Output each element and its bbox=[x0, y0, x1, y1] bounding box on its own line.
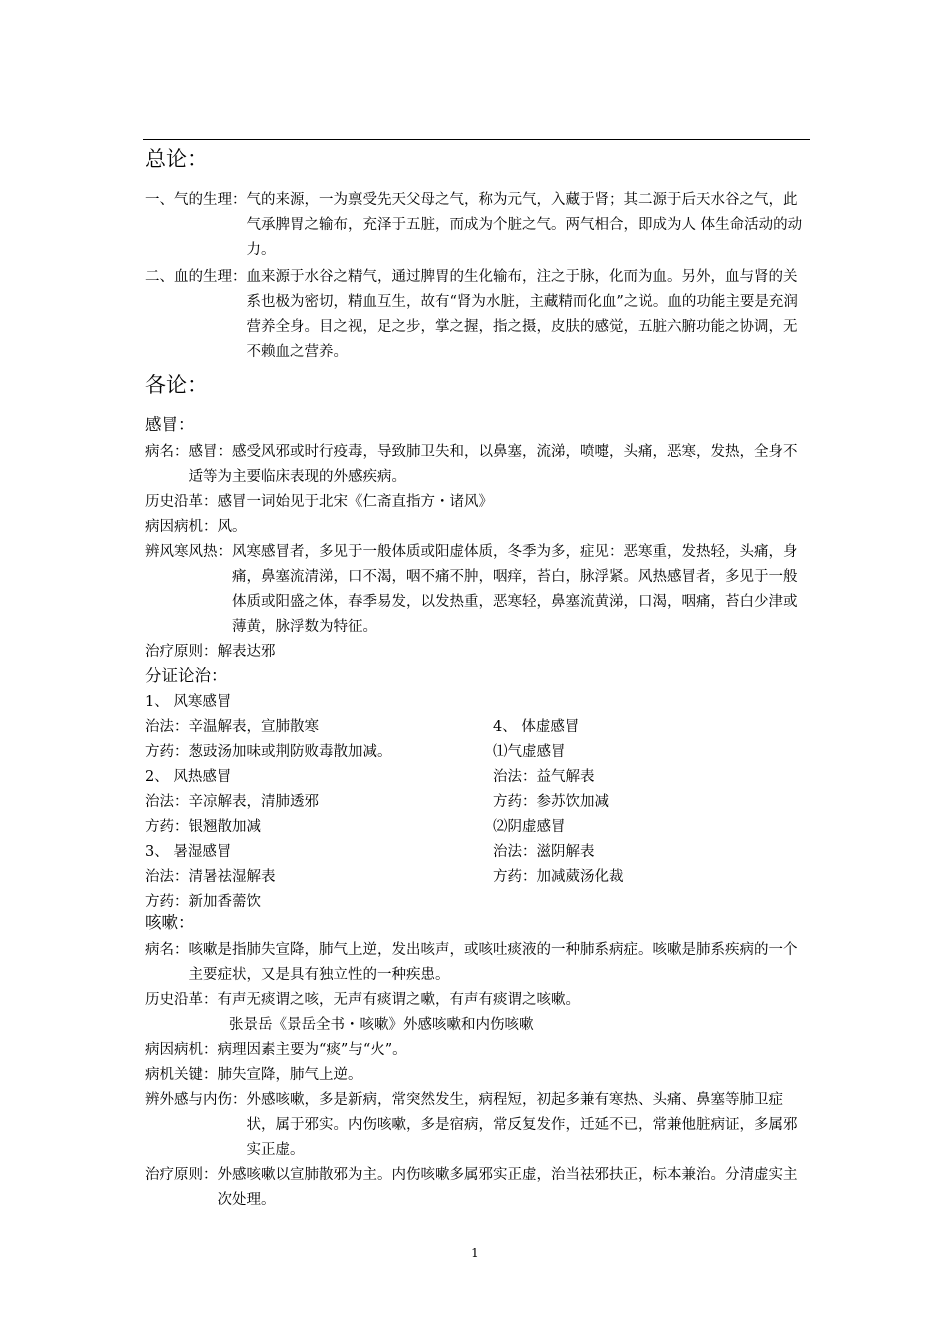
cold-differ-label: 辨风寒风热： bbox=[145, 544, 232, 560]
cough-history: 历史沿革：有声无痰谓之咳，无声有痰谓之嗽，有声有痰谓之咳嗽。 bbox=[145, 992, 580, 1008]
cough-name-label: 病名： bbox=[145, 942, 189, 958]
cough-cause: 病因病机：病理因素主要为“痰”与“火”。 bbox=[145, 1042, 407, 1058]
cough-name-paragraph bbox=[145, 938, 810, 988]
qi-physiology-text: 气的来源，一为禀受先天父母之气，称为元气，入藏于肾；其二源于后天水谷之气，此气承脾胃之输布，充泽于五脏，而成为个脏之气。两气相合，即成为人 体生命活动的动力。 bbox=[246, 192, 803, 258]
qi-physiology-label: 一、气的生理： bbox=[145, 192, 247, 208]
cough-principle-paragraph bbox=[145, 1163, 810, 1213]
cough-differ-label: 辨外感与内伤： bbox=[145, 1092, 247, 1108]
cough-principle-label: 治疗原则： bbox=[145, 1167, 218, 1183]
cold-name-label: 病名： bbox=[145, 444, 189, 460]
page-number: 1 bbox=[471, 1246, 479, 1260]
cold-principle: 治疗原则：解表达邪 bbox=[145, 644, 276, 660]
cold-differ-paragraph bbox=[145, 540, 810, 640]
right-col-line: 治法：滋阴解表 bbox=[493, 844, 595, 860]
left-col-line: 治法：辛凉解表，清肺透邪 bbox=[145, 794, 319, 810]
cold-name-text: 感冒：感受风邪或时行疫毒，导致肺卫失和，以鼻塞，流涕，喷嚏，头痛，恶寒，发热，全身不适等为主要临床表现的外感疾病。 bbox=[188, 444, 798, 485]
cold-syndrome-heading: 分证论治： bbox=[145, 666, 228, 685]
cough-differ-paragraph bbox=[145, 1088, 810, 1163]
qi-physiology-paragraph bbox=[145, 188, 810, 263]
cough-name-text: 咳嗽是指肺失宣降，肺气上逆，发出咳声，或咳吐痰液的一种肺系病症。咳嗽是肺系疾病的一个主要症状，又是具有独立性的一种疾患。 bbox=[188, 942, 798, 983]
right-col-line: 方药：参苏饮加减 bbox=[493, 794, 609, 810]
blood-physiology-paragraph bbox=[145, 265, 810, 365]
blood-physiology-text: 血来源于水谷之精气，通过脾胃的生化输布，注之于脉，化而为血。另外，血与肾的关系也极为密切，精血互生，故有“肾为水脏，主藏精而化血”之说。血的功能主要是充润营养全身。目之视，足之步，掌之握，指之摄，皮肤的感觉，五脏六腑功能之协调，无不赖血之营养。 bbox=[246, 269, 798, 360]
cold-history: 历史沿革：感冒一词始见于北宋《仁斋直指方・诸风》 bbox=[145, 494, 493, 510]
right-col-line: ⑴气虚感冒 bbox=[493, 744, 566, 760]
cold-name-paragraph bbox=[145, 440, 810, 490]
left-col-line: 方药：银翘散加减 bbox=[145, 819, 261, 835]
left-col-line: 1、 风寒感冒 bbox=[145, 694, 232, 710]
cold-cause: 病因病机：风。 bbox=[145, 519, 247, 535]
cough-differ-text: 外感咳嗽，多是新病，常突然发生，病程短，初起多兼有寒热、头痛、鼻塞等肺卫症状，属于邪实。内伤咳嗽，多是宿病，常反复发作，迁延不已，常兼他脏病证，多属邪实正虚。 bbox=[246, 1092, 798, 1158]
right-col-line: 方药：加减葳汤化裁 bbox=[493, 869, 624, 885]
header-rule bbox=[143, 139, 810, 140]
right-col-line: ⑵阴虚感冒 bbox=[493, 819, 566, 835]
left-col-line: 治法：辛温解表，宣肺散寒 bbox=[145, 719, 319, 735]
cough-heading: 咳嗽： bbox=[145, 913, 195, 932]
specific-heading: 各论： bbox=[145, 373, 208, 397]
left-col-line: 方药：新加香薷饮 bbox=[145, 894, 261, 910]
cough-principle-text: 外感咳嗽以宣肺散邪为主。内伤咳嗽多属邪实正虚，治当祛邪扶正，标本兼治。分清虚实主次处理。 bbox=[217, 1167, 798, 1208]
left-col-line: 治法：清暑祛湿解表 bbox=[145, 869, 276, 885]
cough-key: 病机关键：肺失宣降，肺气上逆。 bbox=[145, 1067, 363, 1083]
right-col-line: 4、 体虚感冒 bbox=[493, 719, 580, 735]
general-heading: 总论： bbox=[145, 147, 208, 171]
cold-heading: 感冒： bbox=[145, 415, 195, 434]
left-col-line: 方药：葱豉汤加味或荆防败毒散加减。 bbox=[145, 744, 392, 760]
cold-differ-text: 风寒感冒者，多见于一般体质或阳虚体质，冬季为多，症见：恶寒重，发热轻，头痛，身痛，鼻塞流清涕，口不渴，咽不痛不肿，咽痒，苔白，脉浮紧。风热感冒者，多见于一般体质或阳盛之体，春季易发，以发热重，恶寒轻，鼻塞流黄涕，口渴，咽痛，苔白少津或薄黄，脉浮数为特征。 bbox=[232, 544, 798, 635]
blood-physiology-label: 二、血的生理： bbox=[145, 269, 247, 285]
left-col-line: 3、 暑湿感冒 bbox=[145, 844, 232, 860]
right-col-line: 治法：益气解表 bbox=[493, 769, 595, 785]
cough-history-2: 张景岳《景岳全书・咳嗽》外感咳嗽和内伤咳嗽 bbox=[229, 1017, 534, 1033]
left-col-line: 2、 风热感冒 bbox=[145, 769, 232, 785]
